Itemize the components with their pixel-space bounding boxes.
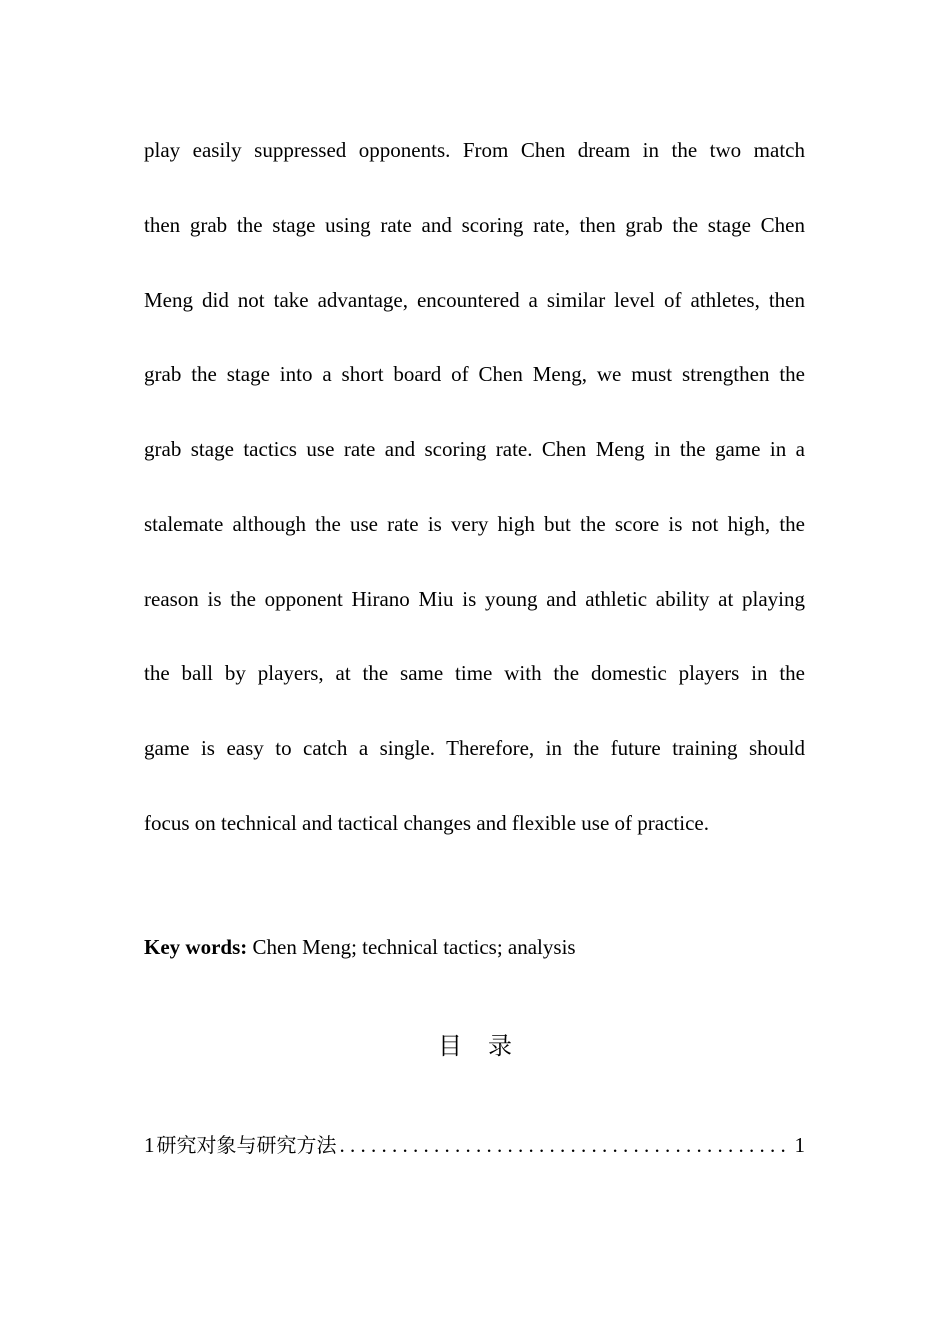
- abstract-line-2: then grab the stage using rate and scoring rate, then grab the stage Chen: [144, 213, 805, 237]
- abstract-line-4: grab the stage into a short board of Chen Meng, we must strengthen the: [144, 362, 805, 386]
- toc-entry-number: 1: [144, 1133, 155, 1157]
- abstract-line-8: the ball by players, at the same time with the domestic players in the: [144, 661, 805, 685]
- abstract-line-1: play easily suppressed opponents. From Chen dream in the two match: [144, 138, 805, 162]
- toc-entry[interactable]: [144, 1131, 805, 1159]
- abstract-line-5: grab stage tactics use rate and scoring rate. Chen Meng in the game in a: [144, 437, 805, 461]
- toc-entry-text: 研究对象与研究方法: [156, 1133, 337, 1157]
- abstract-line-10: focus on technical and tactical changes and flexible use of practice.: [144, 811, 709, 835]
- keywords-line: [144, 933, 805, 961]
- toc-title: 目录: [438, 1032, 538, 1060]
- abstract-line-7: reason is the opponent Hirano Miu is young and athletic ability at playing: [144, 587, 805, 611]
- toc-entry-page: 1: [794, 1133, 805, 1157]
- keywords-text: Chen Meng; technical tactics; analysis: [247, 935, 576, 959]
- keywords-label: Key words:: [144, 935, 248, 959]
- abstract-line-9: game is easy to catch a single. Therefore, in the future training should: [144, 736, 805, 760]
- abstract-line-6: stalemate although the use rate is very high but the score is not high, the: [144, 512, 805, 536]
- toc-dot-leader: [340, 1131, 792, 1159]
- abstract-line-3: Meng did not take advantage, encountered a similar level of athletes, then: [144, 288, 805, 312]
